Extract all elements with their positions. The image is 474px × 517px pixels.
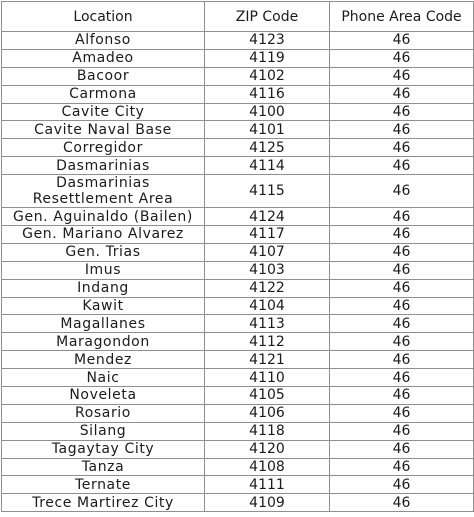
- area-code-cell: 46: [330, 208, 474, 226]
- area-code-cell: 46: [330, 85, 474, 103]
- table-row: [2, 67, 474, 85]
- location-cell: Gen. Aguinaldo (Bailen): [2, 208, 205, 226]
- area-code-cell: 46: [330, 175, 474, 208]
- zip-code-cell: 4117: [205, 226, 330, 244]
- area-code-cell: 46: [330, 49, 474, 67]
- location-cell: Maragondon: [2, 333, 205, 351]
- location-cell: Cavite City: [2, 103, 205, 121]
- area-code-cell: 46: [330, 369, 474, 387]
- location-cell: Alfonso: [2, 32, 205, 50]
- zip-code-cell: 4115: [205, 175, 330, 208]
- zip-code-cell: 4121: [205, 351, 330, 369]
- zip-code-cell: 4114: [205, 157, 330, 175]
- table-row: [2, 369, 474, 387]
- area-code-cell: 46: [330, 103, 474, 121]
- location-cell: Magallanes: [2, 315, 205, 333]
- area-code-cell: 46: [330, 261, 474, 279]
- area-code-cell: 46: [330, 279, 474, 297]
- table-row: [2, 422, 474, 440]
- zip-code-cell: 4102: [205, 67, 330, 85]
- location-cell: Dasmarinias: [2, 157, 205, 175]
- table-row: [2, 297, 474, 315]
- table-row: [2, 157, 474, 175]
- area-code-cell: 46: [330, 226, 474, 244]
- area-code-cell: 46: [330, 458, 474, 476]
- location-cell: Noveleta: [2, 387, 205, 405]
- location-cell: Silang: [2, 422, 205, 440]
- table-row: [2, 333, 474, 351]
- zip-code-cell: 4111: [205, 476, 330, 494]
- location-cell: Mendez: [2, 351, 205, 369]
- zip-code-cell: 4104: [205, 297, 330, 315]
- table-row: [2, 226, 474, 244]
- area-code-cell: 46: [330, 422, 474, 440]
- area-code-cell: 46: [330, 297, 474, 315]
- table-row: [2, 440, 474, 458]
- table-row: [2, 404, 474, 422]
- zip-code-cell: 4103: [205, 261, 330, 279]
- location-cell: Imus: [2, 261, 205, 279]
- zip-code-cell: 4106: [205, 404, 330, 422]
- table-row: [2, 261, 474, 279]
- table-row: [2, 458, 474, 476]
- zip-code-cell: 4113: [205, 315, 330, 333]
- location-cell: Cavite Naval Base: [2, 121, 205, 139]
- area-code-cell: 46: [330, 157, 474, 175]
- area-code-cell: 46: [330, 404, 474, 422]
- location-cell: Ternate: [2, 476, 205, 494]
- location-cell: Gen. Trias: [2, 243, 205, 261]
- table-row: [2, 49, 474, 67]
- location-cell: Naic: [2, 369, 205, 387]
- table-row: [2, 387, 474, 405]
- location-cell: Carmona: [2, 85, 205, 103]
- table-row: [2, 85, 474, 103]
- area-code-cell: 46: [330, 494, 474, 512]
- zip-code-column-header: ZIP Code: [205, 2, 330, 32]
- area-code-cell: 46: [330, 121, 474, 139]
- zip-code-cell: 4107: [205, 243, 330, 261]
- zip-code-cell: 4108: [205, 458, 330, 476]
- location-column-header: Location: [2, 2, 205, 32]
- area-code-cell: 46: [330, 32, 474, 50]
- zip-code-cell: 4119: [205, 49, 330, 67]
- table-row: [2, 175, 474, 208]
- area-code-cell: 46: [330, 67, 474, 85]
- area-code-cell: 46: [330, 139, 474, 157]
- zip-code-cell: 4125: [205, 139, 330, 157]
- location-cell: Gen. Mariano Alvarez: [2, 226, 205, 244]
- zip-code-cell: 4120: [205, 440, 330, 458]
- table-row: [2, 208, 474, 226]
- header-row: [2, 2, 474, 32]
- location-cell: Bacoor: [2, 67, 205, 85]
- table-row: [2, 139, 474, 157]
- table-row: [2, 121, 474, 139]
- location-cell: Corregidor: [2, 139, 205, 157]
- table-row: [2, 279, 474, 297]
- location-cell: Amadeo: [2, 49, 205, 67]
- zip-code-cell: 4124: [205, 208, 330, 226]
- table-row: [2, 315, 474, 333]
- zip-code-cell: 4100: [205, 103, 330, 121]
- location-cell: Rosario: [2, 404, 205, 422]
- zip-code-cell: 4110: [205, 369, 330, 387]
- zip-code-cell: 4122: [205, 279, 330, 297]
- area-code-cell: 46: [330, 333, 474, 351]
- area-code-cell: 46: [330, 387, 474, 405]
- zip-code-table: [1, 1, 474, 512]
- zip-code-cell: 4116: [205, 85, 330, 103]
- area-code-cell: 46: [330, 440, 474, 458]
- table-row: [2, 351, 474, 369]
- area-code-cell: 46: [330, 243, 474, 261]
- location-cell: Tagaytay City: [2, 440, 205, 458]
- table-row: [2, 494, 474, 512]
- table-row: [2, 476, 474, 494]
- area-code-cell: 46: [330, 315, 474, 333]
- phone-area-code-column-header: Phone Area Code: [330, 2, 474, 32]
- zip-code-cell: 4123: [205, 32, 330, 50]
- zip-code-cell: 4112: [205, 333, 330, 351]
- zip-code-cell: 4118: [205, 422, 330, 440]
- location-cell: Kawit: [2, 297, 205, 315]
- location-cell: Indang: [2, 279, 205, 297]
- area-code-cell: 46: [330, 476, 474, 494]
- table-row: [2, 243, 474, 261]
- table-row: [2, 103, 474, 121]
- location-cell: Dasmarinias Resettlement Area: [2, 175, 205, 208]
- zip-code-cell: 4109: [205, 494, 330, 512]
- location-cell: Trece Martirez City: [2, 494, 205, 512]
- zip-code-cell: 4105: [205, 387, 330, 405]
- table-body: [2, 32, 474, 512]
- table-row: [2, 32, 474, 50]
- area-code-cell: 46: [330, 351, 474, 369]
- zip-code-cell: 4101: [205, 121, 330, 139]
- location-cell: Tanza: [2, 458, 205, 476]
